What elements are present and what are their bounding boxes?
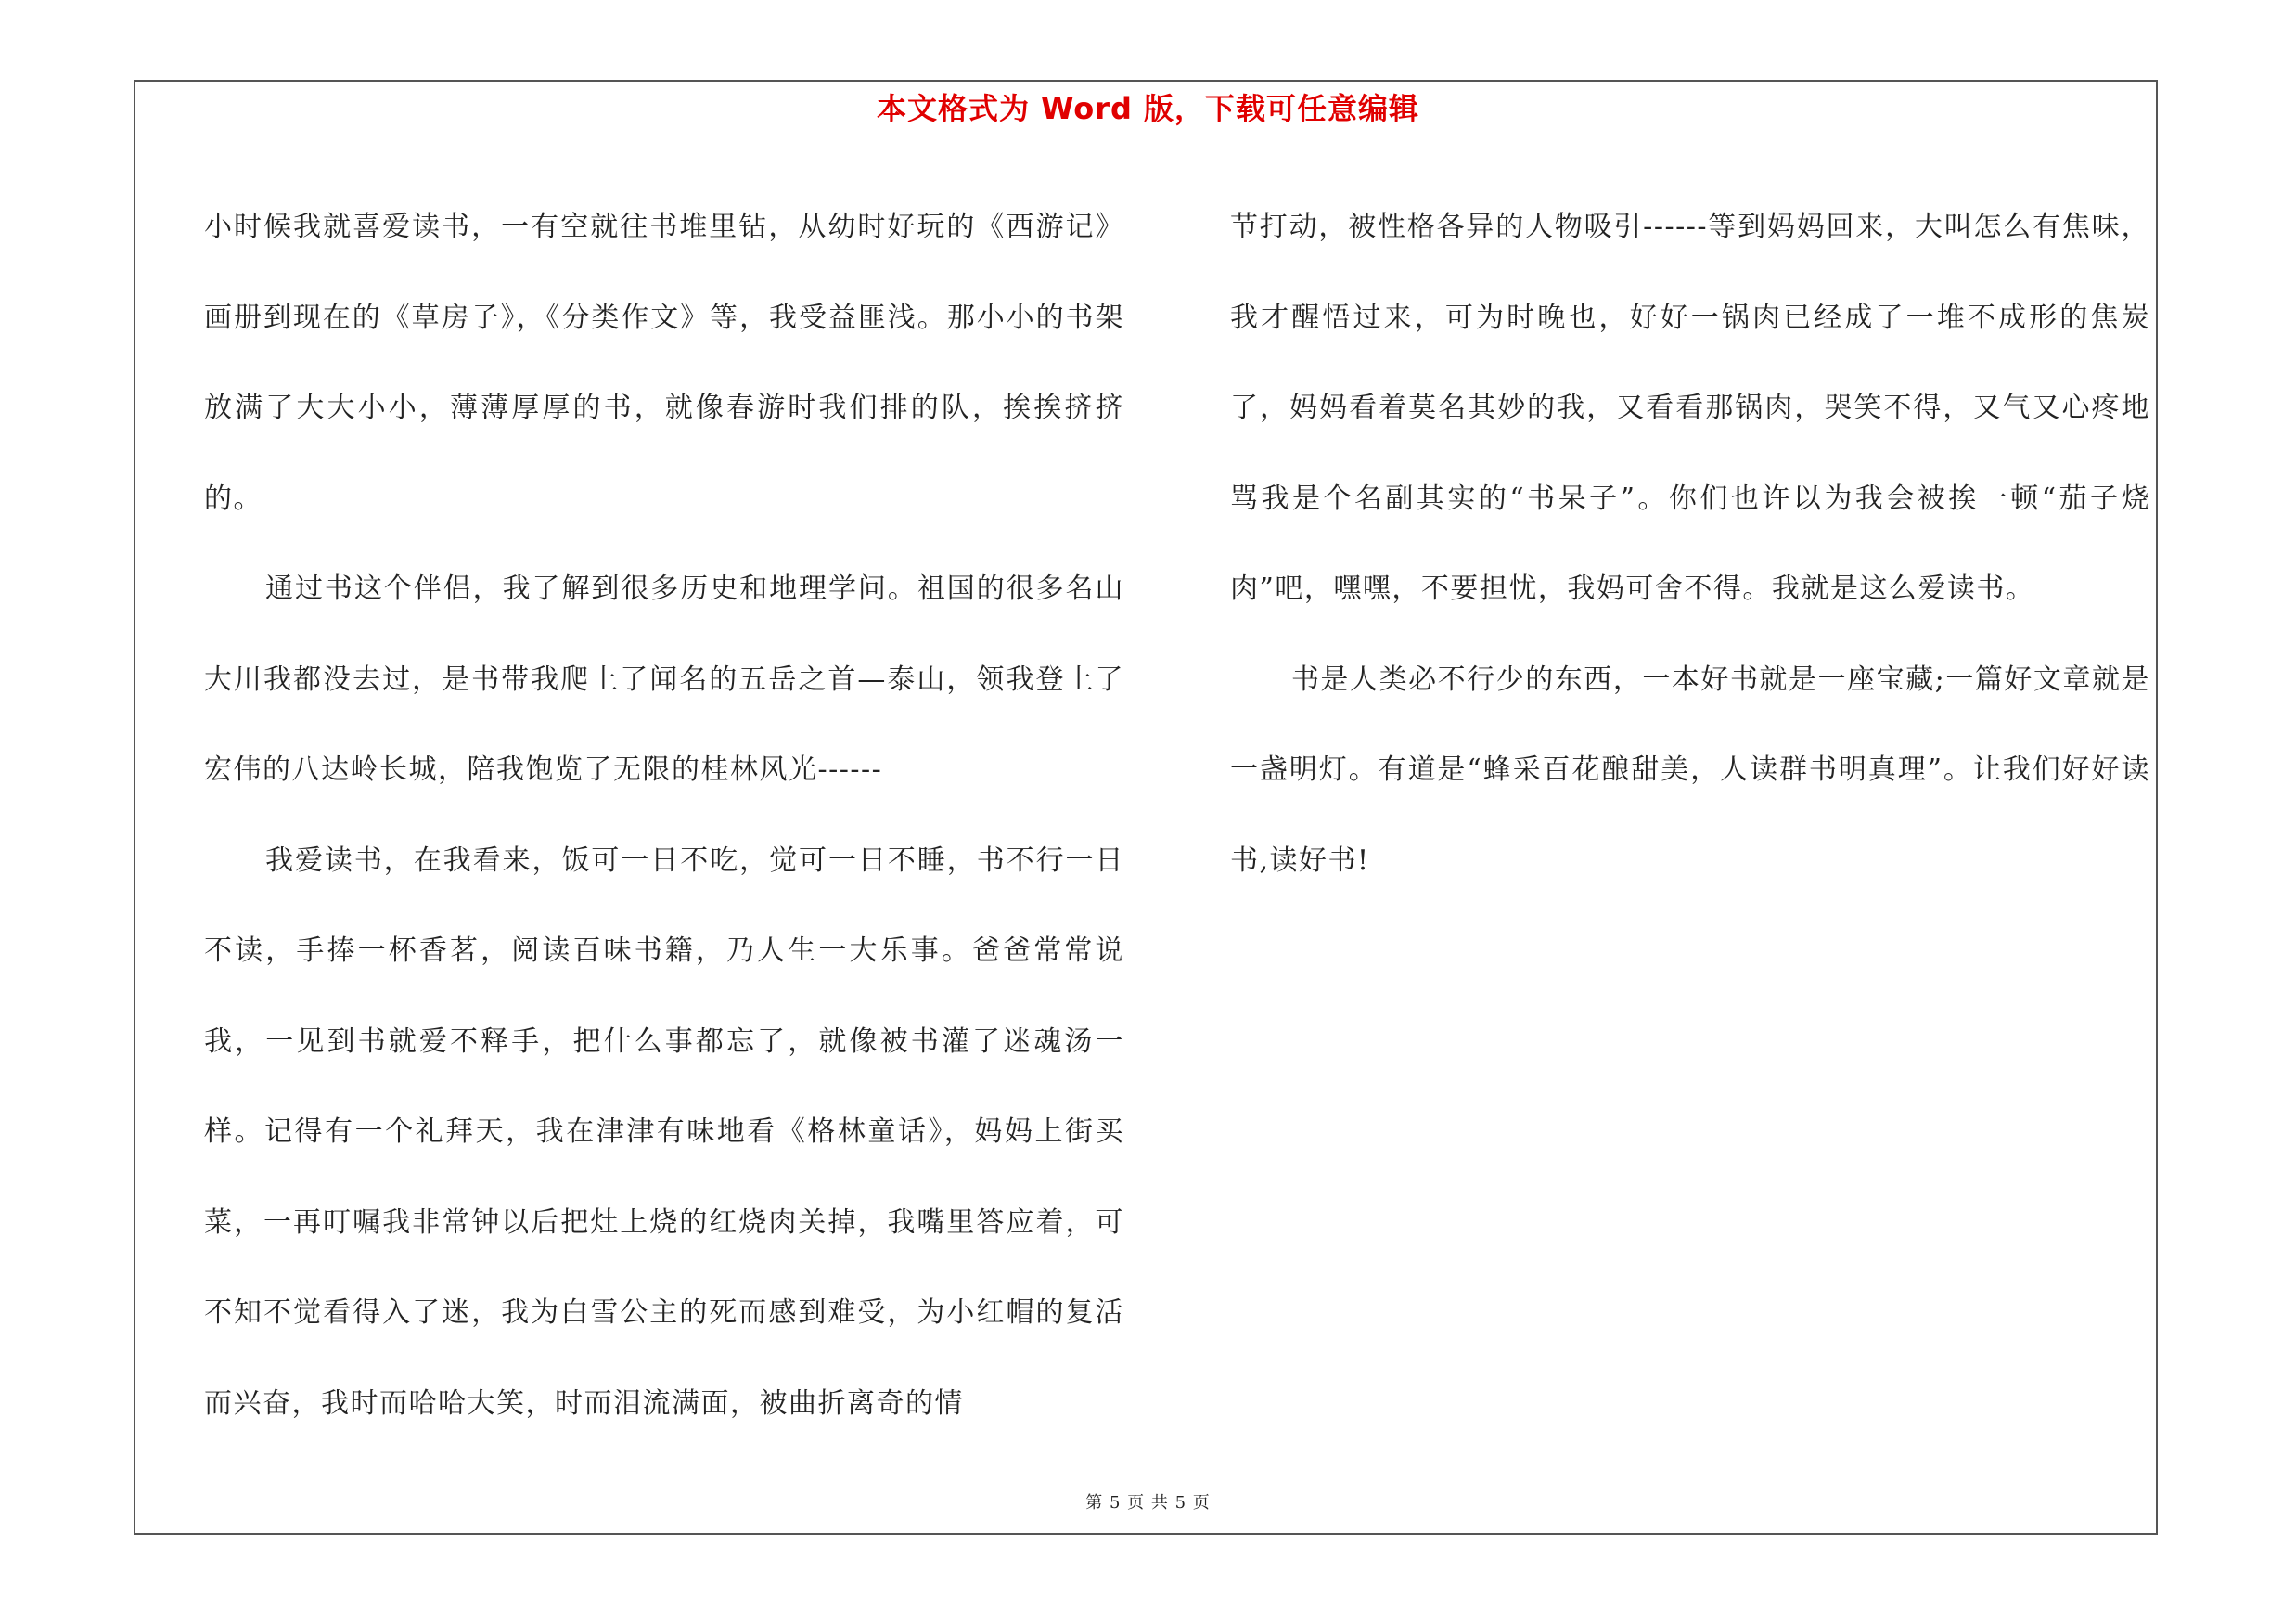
paragraph-childhood-reading: 小时候我就喜爱读书，一有空就往书堆里钻，从幼时好玩的《西游记》画册到现在的《草房子》，《分类作文》等，我受益匪浅。那小小的书架放满了大大小小，薄薄厚厚的书，就像春游时我们排的队，挨挨挤挤的。 (204, 211, 1124, 515)
paragraph-love-of-reading: 我爱读书，在我看来，饭可一日不吃，觉可一日不睡，书不行一日不读，手捧一杯香茗，阅读百味书籍，乃人生一大乐事。爸爸常常说我，一见到书就爱不释手，把什么事都忘了，就像被书灌了迷魂汤一样。记得有一个礼拜天，我在津津有味地看《格林童话》，妈妈上街买菜，一再叮嘱我非常钟以后把灶上烧的红烧肉关掉，我嘴里答应着，可不知不觉看得入了迷，我为白雪公主的死而感到难受，为小红帽的复活而兴奋，我时而哈哈大笑，时而泪流满面，被曲折离奇的情 (204, 844, 1124, 1420)
paragraph-burnt-meat-story: 节打动，被性格各异的人物吸引------等到妈妈回来，大叫怎么有焦味，我才醒悟过来，可为时晚也，好好一锅肉已经成了一堆不成形的焦炭了，妈妈看着莫名其妙的我，又看看那锅肉，哭笑不得，又气又心疼地骂我是个名副其实的“书呆子”。你们也许以为我会被挨一顿“茄子烧肉”吧，嘿嘿，不要担忧，我妈可舍不得。我就是这么爱读书。 (1230, 211, 2150, 605)
paragraph-books-as-companion: 通过书这个伴侣，我了解到很多历史和地理学问。祖国的很多名山大川我都没去过，是书带我爬上了闻名的五岳之首—泰山，领我登上了宏伟的八达岭长城，陪我饱览了无限的桂林风光------ (204, 573, 1124, 786)
left-text-column (204, 182, 1124, 1449)
paragraph-conclusion: 书是人类必不行少的东西，一本好书就是一座宝藏;一篇好文章就是一盏明灯。有道是“蜂采百花酿甜美，人读群书明真理”。让我们好好读书,读好书! (1230, 663, 2150, 877)
page-number-footer: 第 5 页 共 5 页 (1085, 1493, 1211, 1513)
right-text-column (1230, 182, 2150, 906)
editable-word-banner: 本文格式为 Word 版，下载可任意编辑 (876, 91, 1420, 126)
